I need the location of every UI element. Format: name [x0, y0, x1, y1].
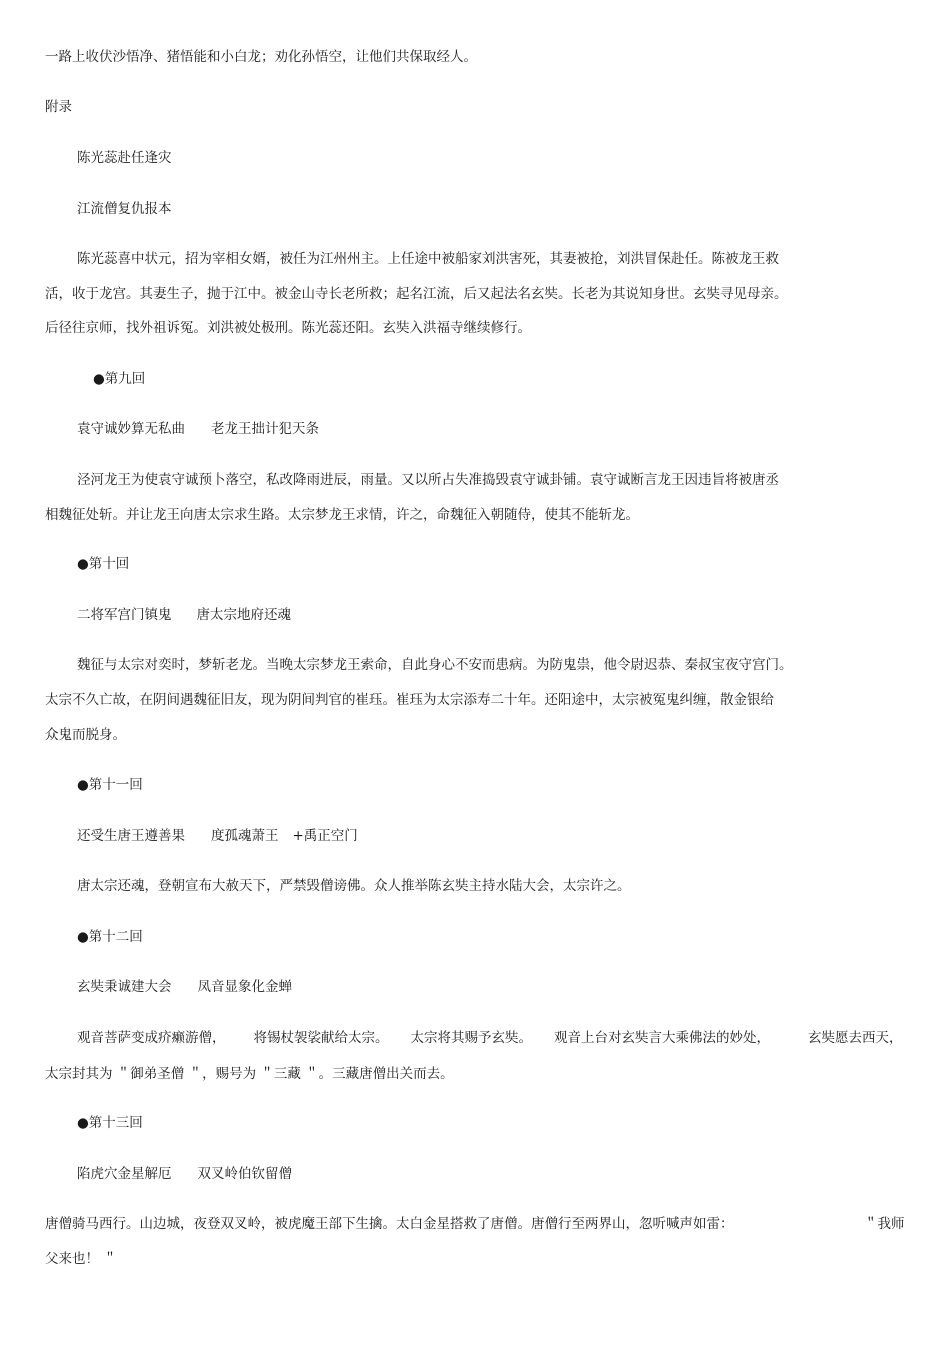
chapter-heading: ●第九回	[93, 371, 146, 387]
paragraph-line: 陈光蕊喜中状元，招为宰相女婿，被任为江州州主。上任途中被船家刘洪害死，其妻被抢，刘洪冒保赴任。陈被龙王救	[77, 251, 779, 267]
paragraph-line: 唐僧骑马西行。山边城，夜登双叉岭，被虎魔王部下生擒。太白金星搭救了唐僧。唐僧行至两界山，忽听喊声如雷：	[45, 1216, 734, 1232]
paragraph-line: 太宗不久亡故，在阴间遇魏征旧友，现为阴间判官的崔珏。崔珏为太宗添寿二十年。还阳途中，太宗被冤鬼纠缠，散金银给	[45, 692, 774, 708]
paragraph-line: 太宗封其为 ＂御弟圣僧 ＂，赐号为 ＂三藏 ＂。三藏唐僧出关而去。	[45, 1066, 454, 1082]
text-segment: 观音菩萨变成疥癞游僧，	[77, 1030, 226, 1046]
chapter-title	[77, 1166, 292, 1182]
paragraph-line: 相魏征处斩。并让龙王向唐太宗求生路。太宗梦龙王求情，许之，命魏征入朝随侍，使其不能斩龙。	[45, 507, 639, 523]
chapter-title-part: 玄奘秉诚建大会	[77, 979, 172, 995]
chapter-title-part: 老龙王拙计犯天条	[211, 421, 319, 437]
text-segment: 观音上台对玄奘言大乘佛法的妙处，	[554, 1030, 770, 1046]
text-segment: 太宗将其赐予玄奘。	[410, 1030, 532, 1046]
chapter-title	[77, 828, 358, 844]
paragraph-line: 活，收于龙宫。其妻生子，抛于江中。被金山寺长老所救；起名江流，后又起法名玄奘。长老为其说知身世。玄奘寻见母亲。	[45, 286, 788, 302]
text-segment: 玄奘愿去西天，	[808, 1030, 903, 1046]
chapter-title-part: 度孤魂萧王	[211, 828, 279, 844]
paragraph-line	[77, 1030, 903, 1046]
chapter-heading: ●第十一回	[77, 777, 143, 793]
paragraph-line: 后径往京师，找外祖诉冤。刘洪被处极刑。陈光蕊还阳。玄奘入洪福寺继续修行。	[45, 320, 531, 336]
chapter-title-part: 二将军宫门镇鬼	[77, 607, 172, 623]
chapter-title	[77, 979, 292, 995]
chapter-title-part: 还受生唐王遵善果	[77, 828, 185, 844]
paragraph-line: 唐太宗还魂，登朝宣布大赦天下，严禁毁僧谤佛。众人推举陈玄奘主持水陆大会，太宗许之。	[77, 878, 631, 894]
chapter-heading: ●第十回	[77, 556, 130, 572]
paragraph-line: 众鬼而脱身。	[45, 727, 126, 743]
chapter-heading: ●第十二回	[77, 929, 143, 945]
chapter-title	[77, 421, 319, 437]
paragraph-line: 父来也！ ＂	[45, 1251, 117, 1267]
appendix-title-1: 陈光蕊赴任逢灾	[77, 150, 172, 166]
text-segment: ＂我师	[864, 1216, 905, 1232]
chapter-title	[77, 607, 291, 623]
chapter-title-part: 凤音显象化金蝉	[197, 979, 292, 995]
text-segment: 将锡杖袈裟献给太宗。	[253, 1030, 389, 1046]
chapter-heading: ●第十三回	[77, 1115, 143, 1131]
appendix-heading: 附录	[45, 99, 72, 115]
chapter-title-part: +禹正空门	[292, 828, 358, 844]
paragraph-line: 泾河龙王为使袁守诚预卜落空，私改降雨进辰，雨量。又以所占失准捣毁袁守诚卦铺。袁守诚断言龙王因违旨将被唐丞	[77, 472, 779, 488]
chapter-title-part: 双叉岭伯钦留僧	[197, 1166, 292, 1182]
chapter-title-part: 陷虎穴金星解厄	[77, 1166, 172, 1182]
paragraph-line: 魏征与太宗对奕时，梦斩老龙。当晚太宗梦龙王索命，自此身心不安而患病。为防鬼祟，他令尉迟恭、秦叔宝夜守宫门。	[77, 657, 793, 673]
chapter-title-part: 袁守诚妙算无私曲	[77, 421, 185, 437]
text-line: 一路上收伏沙悟净、猪悟能和小白龙；劝化孙悟空，让他们共保取经人。	[45, 49, 477, 65]
appendix-title-2: 江流僧复仇报本	[77, 201, 172, 217]
chapter-title-part: 唐太宗地府还魂	[196, 607, 291, 623]
